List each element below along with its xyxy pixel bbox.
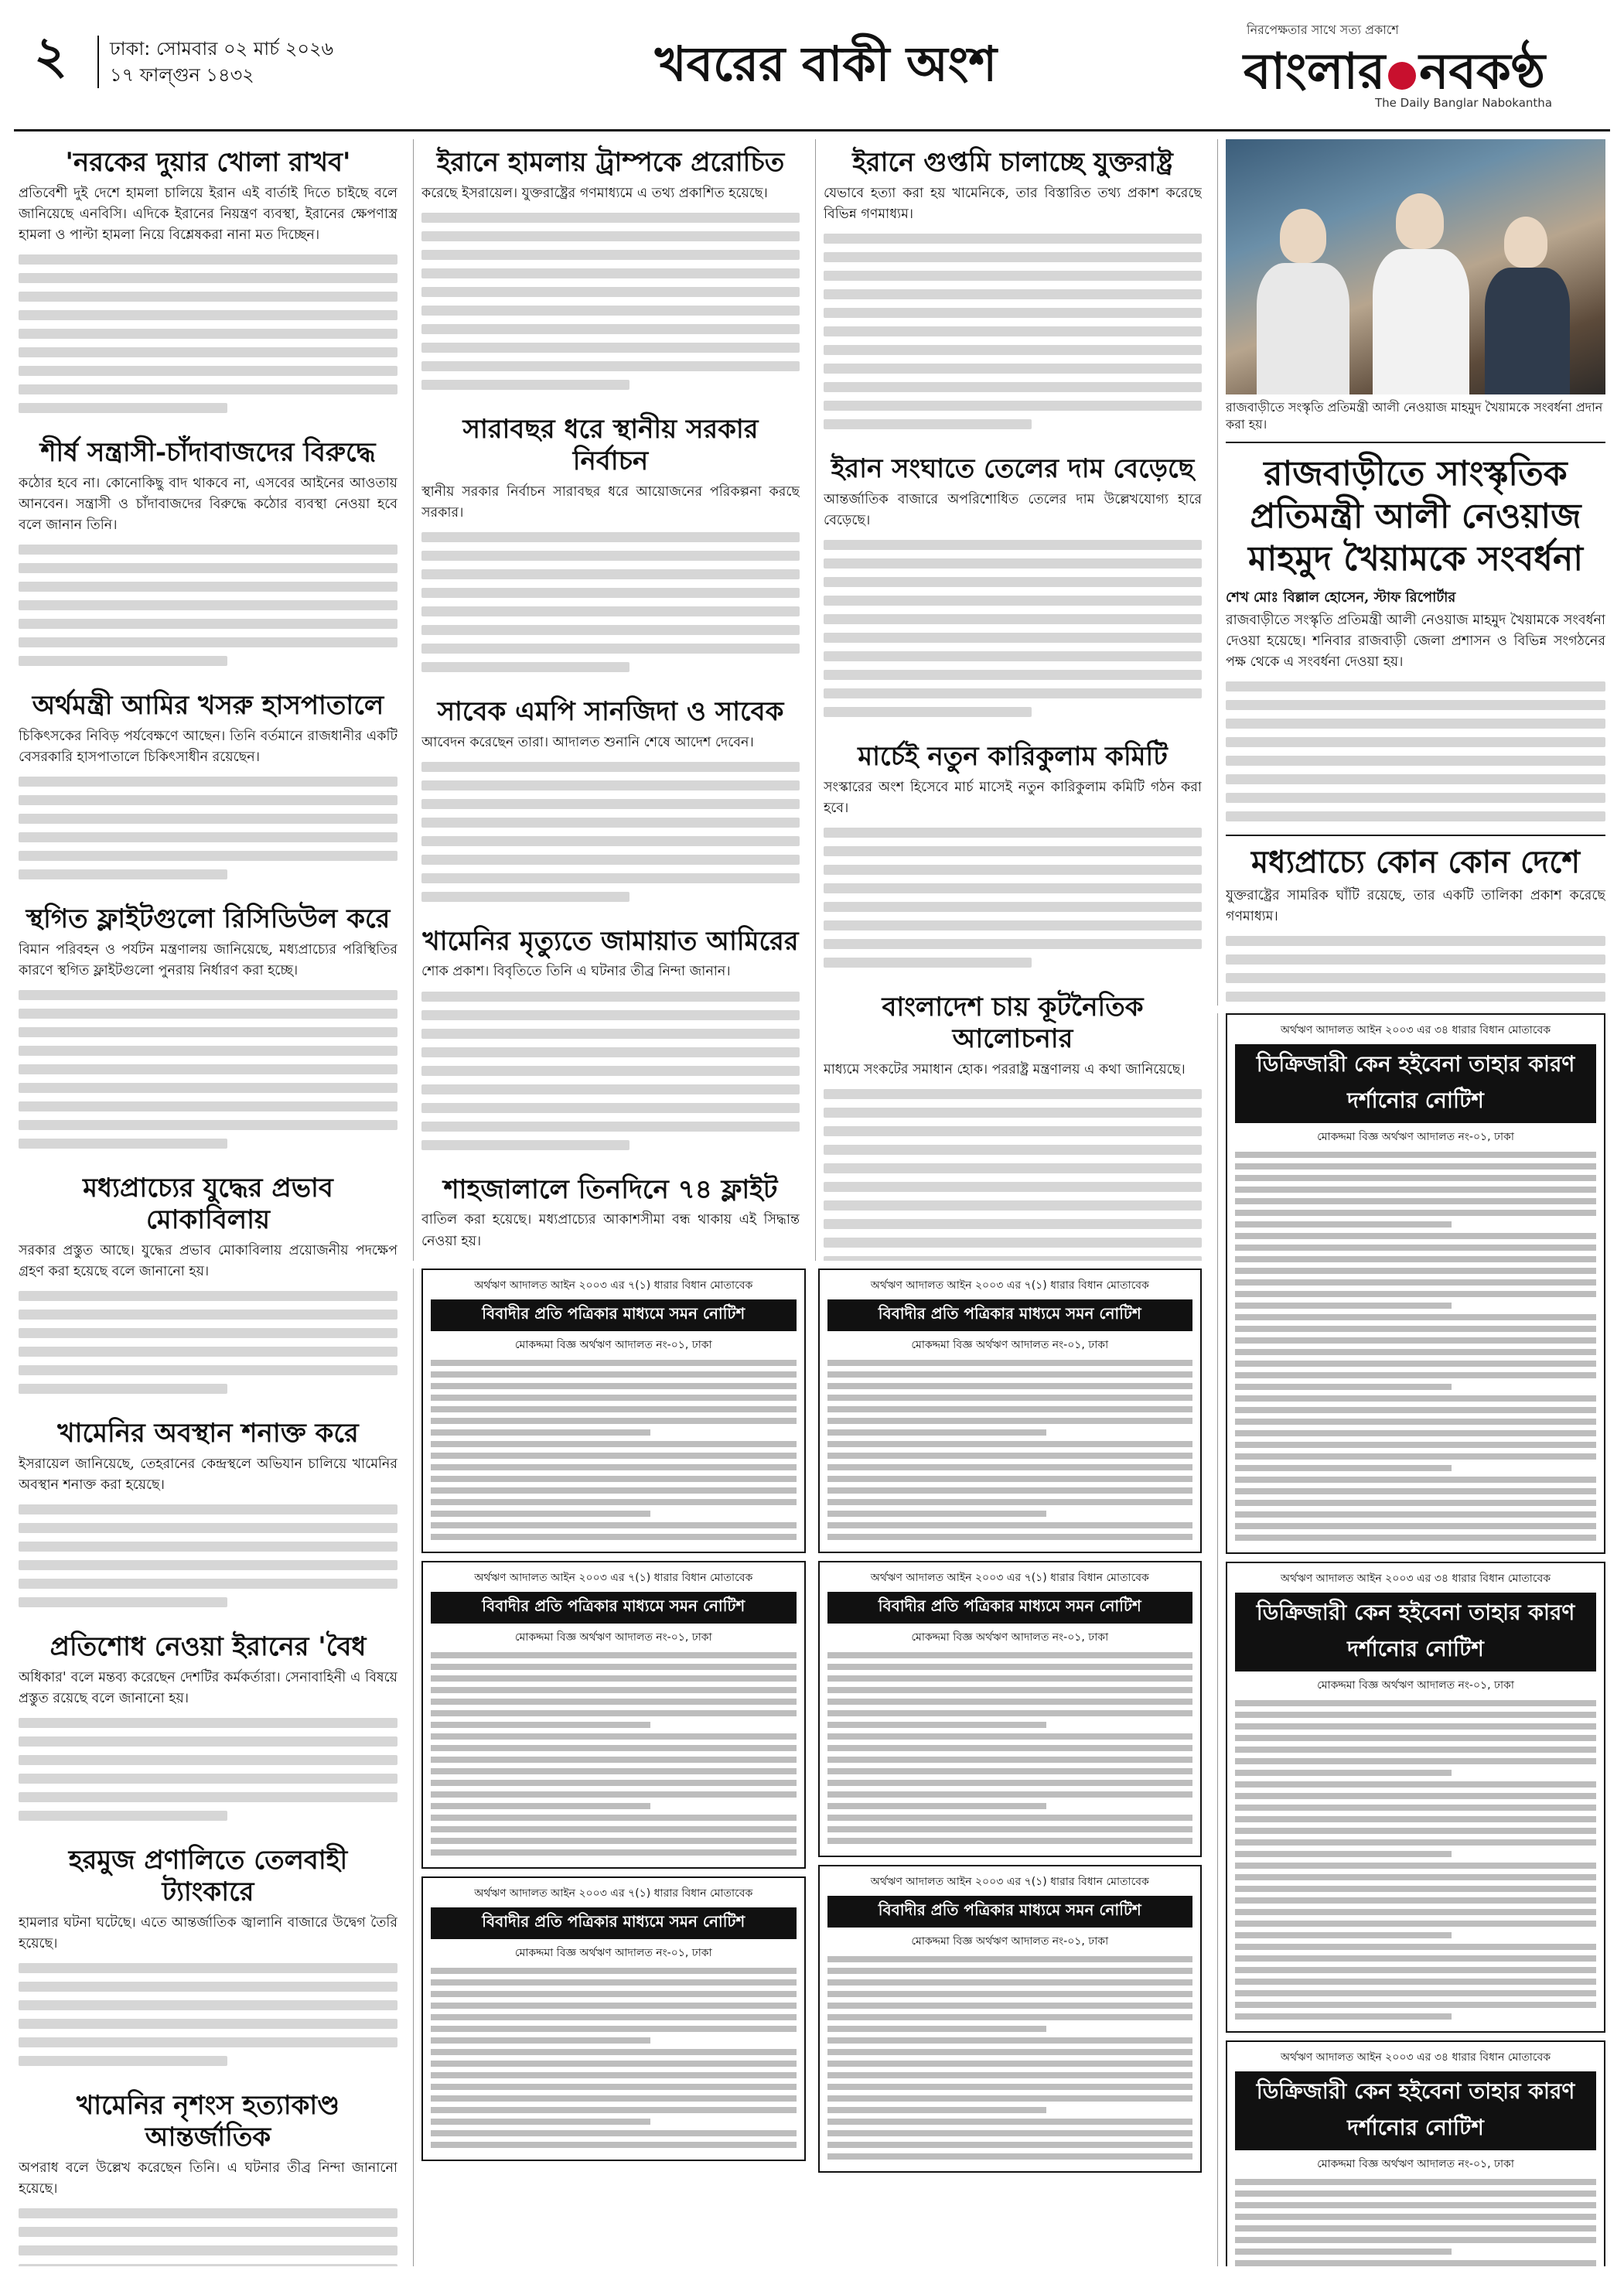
- text-line: [421, 644, 800, 654]
- article-body: [824, 1060, 1202, 1261]
- text-line: [421, 551, 800, 561]
- summons-notice: [421, 1876, 806, 2161]
- summons-notice: [818, 1865, 1203, 2173]
- text-line: [824, 1238, 1202, 1248]
- text-line: [19, 384, 397, 394]
- text-line: [19, 1365, 397, 1375]
- text-line: [824, 345, 1202, 355]
- notice-body: [827, 1652, 1193, 1844]
- article-headline: ইরান সংঘাতে তেলের দাম বেড়েছে: [831, 453, 1195, 485]
- notice-case-line: মোকদ্দমা বিজ্ঞ অর্থঋণ আদালত নং-০১, ঢাকা: [911, 1935, 1109, 1948]
- article-body: [19, 2158, 397, 2266]
- article: [824, 446, 1202, 726]
- notice-case-line: মোকদ্দমা বিজ্ঞ অর্থঋণ আদালত নং-০১, ঢাকা: [514, 1947, 712, 1959]
- text-line: [19, 1504, 397, 1514]
- text-line: [421, 306, 800, 316]
- show-cause-notice: [1226, 1013, 1605, 1554]
- text-line: [421, 836, 800, 846]
- notices-right: [818, 1269, 1203, 2180]
- article: [824, 139, 1202, 438]
- newspaper-logo: [1244, 20, 1607, 113]
- article-body: [824, 490, 1202, 726]
- article-text: চিকিৎসকের নিবিড় পর্যবেক্ষণে আছেন। তিনি বর্তমানে রাজধানীর একটি বেসরকারি হাসপাতালে চিকিৎসাধীন রয়েছেন।: [19, 729, 397, 766]
- article-body: [421, 183, 800, 398]
- masthead: [14, 9, 1610, 131]
- text-line: [19, 795, 397, 805]
- text-line: [19, 1384, 227, 1394]
- text-line: [19, 2264, 397, 2266]
- text-line: [19, 1291, 397, 1301]
- notice-act-line: অর্থঋণ আদালত আইন ২০০৩ এর ৭(১) ধারার বিধান মোতাবেক: [870, 1876, 1149, 1888]
- text-line: [421, 1047, 800, 1057]
- text-line: [421, 213, 800, 223]
- article-headline: মার্চেই নতুন কারিকুলাম কমিটি: [858, 741, 1168, 773]
- text-line: [824, 326, 1202, 336]
- article: [421, 688, 800, 910]
- notice-title: বিবাদীর প্রতি পত্রিকার মাধ্যমে সমন নোটিশ: [827, 1896, 1193, 1928]
- text-line: [19, 869, 227, 879]
- text-line: [824, 252, 1202, 262]
- text-line: [421, 892, 629, 902]
- article-headline: হরমুজ প্রণালিতে তেলবাহী ট্যাংকারে: [68, 1845, 348, 1908]
- notice-act-line: অর্থঋণ আদালত আইন ২০০৩ এর ৩৪ ধারার বিধান মোতাবেক: [1280, 1024, 1551, 1036]
- text-line: [824, 289, 1202, 299]
- byline: শেখ মোঃ বিল্লাল হোসেন, স্টাফ রিপোর্টার: [1226, 589, 1456, 606]
- text-line: [824, 577, 1202, 587]
- text-line: [19, 2037, 397, 2047]
- article-text: বিমান পরিবহন ও পর্যটন মন্ত্রণালয় জানিয়েছে, মধ্যপ্রাচ্যের পরিস্থিতির কারণে স্থগিত ফ্লাইটগুলো পুনরায় নির্ধারণ করা হচ্ছে।: [19, 942, 397, 979]
- text-line: [19, 656, 227, 666]
- text-line: [19, 310, 397, 320]
- notice-title: বিবাদীর প্রতি পত্রিকার মাধ্যমে সমন নোটিশ: [827, 1592, 1193, 1624]
- text-line: [19, 619, 397, 629]
- text-line: [421, 762, 800, 772]
- notice-title: বিবাদীর প্রতি পত্রিকার মাধ্যমে সমন নোটিশ: [827, 1299, 1193, 1331]
- text-line: [421, 588, 800, 598]
- article-headline: শাহজালালে তিনদিনে ৭৪ ফ্লাইট: [443, 1173, 778, 1205]
- text-line: [19, 545, 397, 555]
- text-line: [19, 1963, 397, 1973]
- text-line: [19, 1560, 397, 1570]
- column-4: [1217, 139, 1605, 1006]
- text-line: [421, 799, 800, 809]
- article-body: [19, 1241, 397, 1402]
- text-line: [421, 1103, 800, 1113]
- column-3: [815, 139, 1209, 1261]
- notice-act-line: অর্থঋণ আদালত আইন ২০০৩ এর ৭(১) ধারার বিধান মোতাবেক: [870, 1572, 1149, 1584]
- text-line: [421, 1029, 800, 1039]
- text-line: [19, 1347, 397, 1357]
- logo-tagline: The Daily Banglar Nabokantha: [1375, 96, 1553, 110]
- article-text: অপরাধ বলে উল্লেখ করেছেন তিনি। এ ঘটনার তীব্র নিন্দা জানানো হয়েছে।: [19, 2160, 397, 2197]
- text-line: [421, 992, 800, 1002]
- lead-article-text: রাজবাড়ীতে সংস্কৃতি প্রতিমন্ত্রী আলী নেওয়াজ মাহমুদ খৈয়ামকে সংবর্ধনা দেওয়া হয়েছে। শনিবার রাজবাড়ী জেলা প্রশাসন ও বিভিন্ন সংগঠনের পক্ষ থেকে এ সংবর্ধনা দেওয়া হয়।: [1226, 612, 1605, 671]
- article-text: হামলার ঘটনা ঘটেছে। এতে আন্তর্জাতিক জ্বালানি বাজারে উদ্বেগ তৈরি হয়েছে।: [19, 1914, 397, 1952]
- person-body: [1257, 263, 1349, 394]
- text-line: [824, 707, 1032, 717]
- lead-article-body: [1226, 610, 1605, 835]
- date-box: [97, 36, 333, 88]
- article-text: মাধ্যমে সংকটের সমাধান হোক। পররাষ্ট্র মন্ত্রণালয় এ কথা জানিয়েছে।: [824, 1061, 1186, 1077]
- notice-act-line: অর্থঋণ আদালত আইন ২০০৩ এর ৩৪ ধারার বিধান মোতাবেক: [1280, 2051, 1551, 2064]
- notice-case-line: মোকদ্দমা বিজ্ঞ অর্থঋণ আদালত নং-০১, ঢাকা: [911, 1631, 1109, 1644]
- text-line: [421, 287, 800, 297]
- text-line: [19, 1597, 227, 1607]
- person-body: [1373, 249, 1469, 394]
- article-text: অধিকার' বলে মন্তব্য করেছেন দেশটির কর্মকর্তারা। সেনাবাহিনী এ বিষয়ে প্রস্তুত রয়েছে বলে জানানো হয়।: [19, 1670, 397, 1707]
- text-line: [19, 1009, 397, 1019]
- text-line: [824, 364, 1202, 374]
- text-line: [19, 1982, 397, 1992]
- text-line: [19, 990, 397, 1000]
- article: [19, 1837, 397, 2074]
- text-line: [824, 633, 1202, 643]
- text-line: [19, 1811, 227, 1821]
- text-line: [19, 1310, 397, 1320]
- photo-caption: রাজবাড়ীতে সংস্কৃতি প্রতিমন্ত্রী আলী নেওয়াজ মাহমুদ খৈয়ামকে সংবর্ধনা প্রদান করা হয়।: [1226, 394, 1605, 443]
- notice-title: বিবাদীর প্রতি পত্রিকার মাধ্যমে সমন নোটিশ: [431, 1592, 797, 1624]
- notice-act-line: অর্থঋণ আদালত আইন ২০০৩ এর ৭(১) ধারার বিধান মোতাবেক: [474, 1887, 753, 1900]
- person-body: [1485, 268, 1570, 394]
- article-body: [19, 940, 397, 1157]
- text-line: [421, 1122, 800, 1132]
- text-line: [421, 361, 800, 371]
- text-line: [19, 1523, 397, 1533]
- text-line: [19, 366, 397, 376]
- article-text: সরকার প্রস্তুত আছে। যুদ্ধের প্রভাব মোকাবিলায় প্রয়োজনীয় পদক্ষেপ গ্রহণ করা হয়েছে বলে জানানো হয়।: [19, 1243, 397, 1280]
- text-line: [19, 292, 397, 302]
- article-headline: অর্থমন্ত্রী আমির খসরু হাসপাতালে: [32, 690, 384, 722]
- text-line: [824, 1145, 1202, 1155]
- summons-notice: [818, 1269, 1203, 1553]
- text-line: [421, 324, 800, 334]
- text-line: [421, 380, 629, 390]
- text-line: [19, 1792, 397, 1802]
- text-line: [421, 606, 800, 616]
- article: [19, 429, 397, 674]
- article-body: [824, 777, 1202, 976]
- text-line: [19, 1139, 227, 1149]
- text-line: [824, 1200, 1202, 1211]
- text-line: [824, 939, 1202, 949]
- text-line: [824, 1182, 1202, 1192]
- article: [19, 2082, 397, 2266]
- article-text: ইসরায়েল জানিয়েছে, তেহরানের কেন্দ্রস্থলে অভিযান চালিয়ে খামেনির অবস্থান শনাক্ত করা হয়েছে।: [19, 1456, 397, 1494]
- article-body: [421, 482, 800, 681]
- article-headline: মধ্যপ্রাচ্যের যুদ্ধের প্রভাব মোকাবিলায়: [83, 1173, 333, 1236]
- notice-case-line: মোকদ্দমা বিজ্ঞ অর্থঋণ আদালত নং-০১, ঢাকা: [514, 1339, 712, 1351]
- text-line: [19, 1774, 397, 1784]
- article-body: [824, 183, 1202, 438]
- article: [824, 984, 1202, 1261]
- article-body: [19, 1913, 397, 2074]
- notice-act-line: অর্থঋণ আদালত আইন ২০০৩ এর ৩৪ ধারার বিধান মোতাবেক: [1280, 1572, 1551, 1585]
- summons-notice: [421, 1561, 806, 1869]
- text-line: [824, 920, 1202, 930]
- text-line: [824, 234, 1202, 244]
- legal-notices-area: [413, 1269, 1209, 2266]
- article: [19, 682, 397, 888]
- text-line: [19, 637, 397, 647]
- logo-text-right: নবকণ্ঠ: [1419, 43, 1546, 101]
- notice-case-line: মোকদ্দমা বিজ্ঞ অর্থঋণ আদালত নং-০১, ঢাকা: [1317, 2158, 1514, 2170]
- article-text: যেভাবে হত্যা করা হয় খামেনিকে, তার বিস্তারিত তথ্য প্রকাশ করেছে বিভিন্ন গণমাধ্যম।: [824, 185, 1202, 222]
- text-line: [19, 563, 397, 573]
- logo-red-dot-icon: [1388, 62, 1416, 90]
- text-line: [19, 1328, 397, 1338]
- text-line: [19, 1064, 397, 1074]
- date-line: ঢাকা: সোমবার ০২ মার্চ ২০২৬: [110, 38, 334, 60]
- text-line: [19, 1736, 397, 1747]
- text-line: [19, 2019, 397, 2029]
- lead-headline: রাজবাড়ীতে সাংস্কৃতিক প্রতিমন্ত্রী আলী নেওয়াজ মাহমুদ খৈয়ামকে সংবর্ধনা: [1248, 453, 1583, 579]
- text-line: [19, 2000, 397, 2010]
- article: [19, 1165, 397, 1402]
- text-line: [421, 532, 800, 542]
- text-line: [824, 1108, 1202, 1118]
- text-line: [824, 670, 1202, 680]
- text-line: [824, 1163, 1202, 1173]
- article-body: [19, 473, 397, 674]
- notice-title: বিবাদীর প্রতি পত্রিকার মাধ্যমে সমন নোটিশ: [431, 1907, 797, 1939]
- text-line: [824, 902, 1202, 912]
- article: [421, 918, 800, 1159]
- article: [421, 406, 800, 681]
- article-text: কঠোর হবে না। কোনোকিছু বাদ থাকবে না, এসবের আইনের আওতায় আনবেন। সন্ত্রাসী ও চাঁদাবাজদের বিরুদ্ধে কঠোর ব্যবস্থা নেওয়া হবে বলে জানান তিনি।: [19, 475, 397, 534]
- text-line: [421, 569, 800, 579]
- article: [421, 139, 800, 398]
- article-text: যুক্তরাষ্ট্রের সামরিক ঘাঁটি রয়েছে, তার একটি তালিকা প্রকাশ করেছে গণমাধ্যম।: [1226, 887, 1605, 924]
- text-line: [824, 558, 1202, 569]
- text-line: [824, 614, 1202, 624]
- text-line: [421, 1066, 800, 1076]
- bangla-date-line: ১৭ ফাল্গুন ১৪৩২: [110, 64, 254, 86]
- article-text: আবেদন করেছেন তারা। আদালত শুনানি শেষে আদেশ দেবেন।: [421, 734, 754, 750]
- section-title: খবরের বাকী অংশ: [654, 36, 998, 92]
- text-line: [421, 818, 800, 828]
- text-line: [19, 582, 397, 592]
- text-line: [19, 1083, 397, 1093]
- person-head: [1504, 217, 1547, 268]
- column-1: [19, 139, 405, 2266]
- text-line: [19, 347, 397, 357]
- notice-body: [827, 1360, 1193, 1540]
- article-body: [19, 1668, 397, 1829]
- text-line: [421, 855, 800, 865]
- text-line: [421, 250, 800, 260]
- person-head: [1396, 193, 1444, 249]
- text-line: [421, 343, 800, 353]
- show-cause-notices-area: [1217, 1013, 1605, 2266]
- article-text: শোক প্রকাশ। বিবৃতিতে তিনি এ ঘটনার তীব্র নিন্দা জানান।: [421, 964, 731, 980]
- text-line: [824, 540, 1202, 550]
- text-line: [421, 1084, 800, 1094]
- text-line: [19, 814, 397, 824]
- notice-case-line: মোকদ্দমা বিজ্ঞ অর্থঋণ আদালত নং-০১, ঢাকা: [911, 1339, 1109, 1351]
- article-headline: খামেনির নৃশংস হত্যাকাণ্ড আন্তর্জাতিক: [76, 2090, 340, 2153]
- notice-body: [431, 1360, 797, 1540]
- article-headline: সাবেক এমপি সানজিদা ও সাবেক: [437, 695, 784, 727]
- notice-body: [1235, 1152, 1596, 1541]
- article-headline: স্থগিত ফ্লাইটগুলো রিসিডিউল করে: [26, 903, 391, 935]
- text-line: [19, 2245, 397, 2255]
- notice-act-line: অর্থঋণ আদালত আইন ২০০৩ এর ৭(১) ধারার বিধান মোতাবেক: [474, 1572, 753, 1584]
- notice-case-line: মোকদ্দমা বিজ্ঞ অর্থঋণ আদালত নং-০১, ঢাকা: [514, 1631, 712, 1644]
- article-headline: ইরানে গুপ্তমি চালাচ্ছে যুক্তরাষ্ট্র: [852, 147, 1173, 178]
- person-head: [1280, 209, 1326, 263]
- text-line: [824, 1089, 1202, 1099]
- article-body: [19, 1454, 397, 1616]
- text-line: [19, 2056, 227, 2066]
- text-line: [19, 254, 397, 265]
- text-line: [824, 401, 1202, 411]
- article-body: [19, 183, 397, 422]
- text-line: [824, 865, 1202, 875]
- article: [19, 1624, 397, 1829]
- text-line: [824, 846, 1202, 856]
- text-line: [19, 1120, 397, 1130]
- notice-body: [1235, 1700, 1596, 2020]
- text-line: [19, 273, 397, 283]
- article-headline: বাংলাদেশ চায় কূটনৈতিক আলোচনার: [882, 992, 1144, 1054]
- text-line: [19, 777, 397, 787]
- article: [824, 733, 1202, 976]
- notice-case-line: মোকদ্দমা বিজ্ঞ অর্থঋণ আদালত নং-০১, ঢাকা: [1317, 1131, 1514, 1143]
- notice-title: ডিক্রিজারী কেন হইবেনা তাহার কারণ দর্শানোর নোটিশ: [1235, 2071, 1596, 2150]
- logo-slogan: নিরপেক্ষতার সাথে সত্য প্রকাশে: [1247, 22, 1399, 37]
- article-text: প্রতিবেশী দুই দেশে হামলা চালিয়ে ইরান এই বার্তাই দিতে চাইছে বলে জানিয়েছে এনবিসি। এদিকে ইরানের নিয়ন্ত্রণ ব্যবস্থা, ইরানের ক্ষেপণাস্ত্র হামলা ও পাল্টা হামলা নিয়ে বিশ্লেষকরা নানা মত দিচ্ছেন।: [19, 185, 397, 244]
- text-line: [19, 851, 397, 861]
- notice-title: ডিক্রিজারী কেন হইবেনা তাহার কারণ দর্শানোর নোটিশ: [1235, 1044, 1596, 1123]
- article-body: [421, 1210, 800, 1261]
- text-line: [19, 2208, 397, 2218]
- notice-title: বিবাদীর প্রতি পত্রিকার মাধ্যমে সমন নোটিশ: [431, 1299, 797, 1331]
- text-line: [421, 625, 800, 635]
- text-line: [824, 883, 1202, 893]
- article-body: [1226, 886, 1605, 1006]
- article-headline: মধ্যপ্রাচ্যে কোন কোন দেশে: [1226, 835, 1605, 886]
- text-line: [19, 1542, 397, 1552]
- text-line: [421, 1010, 800, 1020]
- text-line: [824, 828, 1202, 838]
- column-2: [413, 139, 807, 1261]
- article-headline: খামেনির মৃত্যুতে জামায়াত আমিরের: [422, 925, 799, 957]
- text-line: [19, 1755, 397, 1765]
- text-line: [421, 873, 800, 883]
- article-body: [421, 961, 800, 1158]
- text-line: [421, 231, 800, 241]
- text-line: [824, 1256, 1202, 1261]
- text-line: [824, 382, 1202, 392]
- show-cause-notice: [1226, 1562, 1605, 2033]
- article-text: করেছে ইসরায়েল। যুক্তরাষ্ট্রের গণমাধ্যমে এ তথ্য প্রকাশিত হয়েছে।: [421, 185, 768, 201]
- article-headline: প্রতিশোধ নেওয়া ইরানের 'বৈধ: [49, 1631, 367, 1663]
- article-text: বাতিল করা হয়েছে। মধ্যপ্রাচ্যের আকাশসীমা বন্ধ থাকায় এই সিদ্ধান্ত নেওয়া হয়।: [421, 1212, 800, 1249]
- text-line: [19, 2227, 397, 2237]
- news-photo: [1226, 139, 1605, 394]
- article: [19, 1410, 397, 1616]
- notice-case-line: মোকদ্দমা বিজ্ঞ অর্থঋণ আদালত নং-০১, ঢাকা: [1317, 1679, 1514, 1692]
- text-line: [19, 832, 397, 842]
- text-line: [824, 308, 1202, 318]
- notice-body: [431, 1968, 797, 2148]
- notice-act-line: অর্থঋণ আদালত আইন ২০০৩ এর ৭(১) ধারার বিধান মোতাবেক: [474, 1279, 753, 1292]
- notice-body: [1235, 2179, 1596, 2266]
- article: [421, 1166, 800, 1261]
- article-headline: 'নরকের দুয়ার খোলা রাখব': [65, 147, 351, 178]
- text-line: [19, 1101, 397, 1111]
- text-line: [824, 688, 1202, 698]
- article-text: স্থানীয় সরকার নির্বাচন সারাবছর ধরে আয়োজনের পরিকল্পনা করছে সরকার।: [421, 483, 800, 521]
- article-body: [421, 732, 800, 910]
- show-cause-notice: [1226, 2040, 1605, 2266]
- article-headline: শীর্ষ সন্ত্রাসী-চাঁদাবাজদের বিরুদ্ধে: [40, 437, 376, 469]
- text-line: [19, 1718, 397, 1728]
- notice-body: [827, 1956, 1193, 2160]
- article-body: [19, 726, 397, 888]
- text-line: [19, 1579, 397, 1589]
- article-headline: সারাবছর ধরে স্থানীয় সরকার নির্বাচন: [462, 413, 759, 476]
- text-line: [19, 600, 397, 610]
- article: [19, 896, 397, 1157]
- text-line: [421, 780, 800, 790]
- notice-title: ডিক্রিজারী কেন হইবেনা তাহার কারণ দর্শানোর নোটিশ: [1235, 1593, 1596, 1671]
- text-line: [421, 1140, 629, 1150]
- logo-text-left: বাংলার: [1244, 43, 1386, 101]
- text-line: [19, 329, 397, 339]
- article-headline: খামেনির অবস্থান শনাক্ত করে: [57, 1418, 359, 1450]
- text-line: [824, 1126, 1202, 1136]
- summons-notice: [818, 1561, 1203, 1857]
- text-line: [824, 419, 1032, 429]
- text-line: [824, 271, 1202, 281]
- article-headline: ইরানে হামলায় ট্রাম্পকে প্ররোচিত: [436, 147, 785, 178]
- text-line: [824, 1219, 1202, 1229]
- text-line: [19, 403, 227, 413]
- summons-notice: [421, 1269, 806, 1553]
- notice-body: [431, 1652, 797, 1856]
- text-line: [421, 662, 629, 672]
- text-line: [421, 268, 800, 278]
- text-line: [19, 1027, 397, 1037]
- text-line: [824, 651, 1202, 661]
- article-text: সংস্কারের অংশ হিসেবে মার্চ মাসেই নতুন কারিকুলাম কমিটি গঠন করা হবে।: [824, 779, 1202, 817]
- page-number: ২: [34, 25, 67, 85]
- text-line: [824, 958, 1032, 968]
- notices-left: [421, 1269, 806, 2180]
- article-text: আন্তর্জাতিক বাজারে অপরিশোধিত তেলের দাম উল্লেখযোগ্য হারে বেড়েছে।: [824, 491, 1202, 528]
- text-line: [19, 1046, 397, 1056]
- article: [19, 139, 397, 422]
- notice-act-line: অর্থঋণ আদালত আইন ২০০৩ এর ৭(১) ধারার বিধান মোতাবেক: [870, 1279, 1149, 1292]
- text-line: [824, 596, 1202, 606]
